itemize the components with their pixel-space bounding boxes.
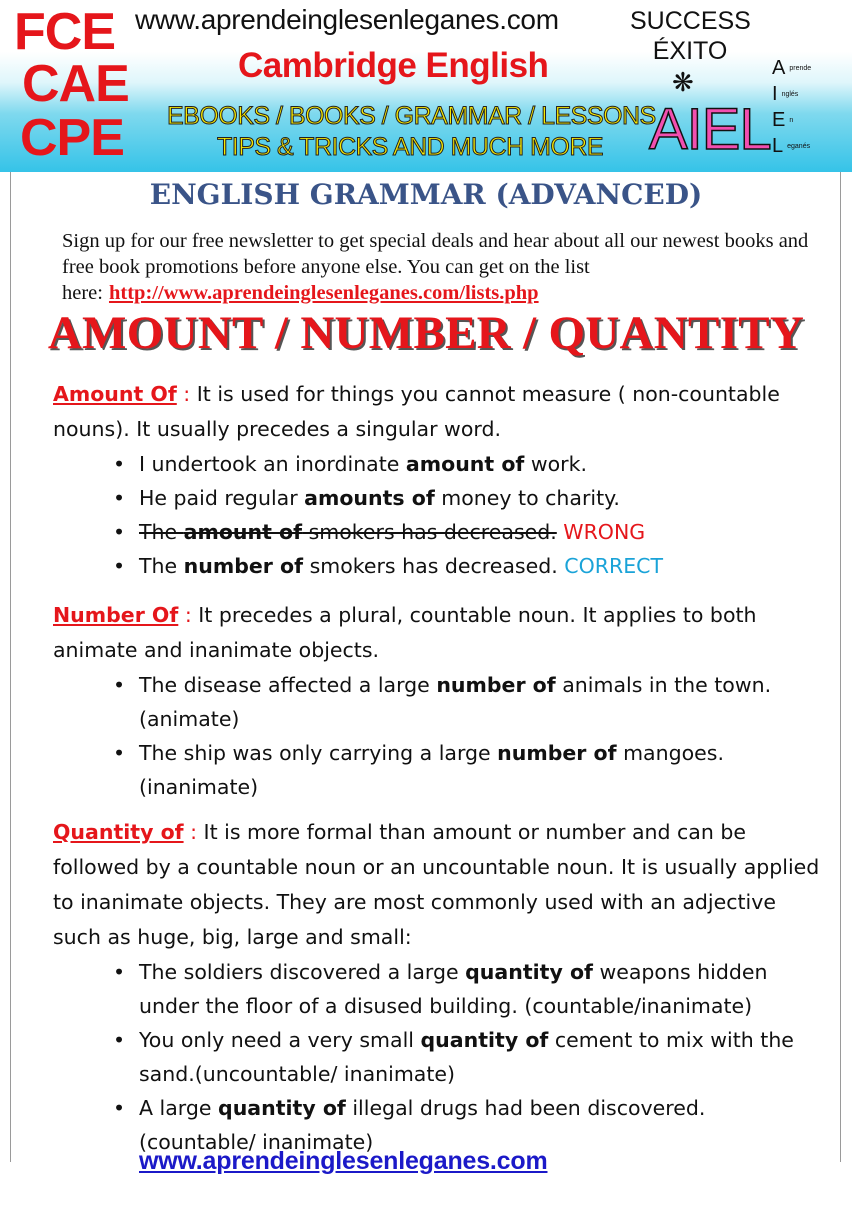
success-exito-label [630,6,750,66]
number-definition [53,598,823,668]
header-banner [0,0,852,172]
snowflake-icon: ❋ [672,68,694,98]
exam-fce: FCE [14,3,115,61]
exito-text: ÉXITO [652,37,728,65]
amount-definition [53,377,823,447]
list-item: • The soldiers discovered a large quantity of weapons hidden under the floor of a disused building. (countable/inanimate) [53,955,823,1023]
acronym-a: Aprende [772,57,812,79]
wrong-label: WRONG [556,520,646,544]
quantity-definition [53,815,823,955]
list-item: • He paid regular amounts of money to charity. [53,481,823,515]
term-quantity-of: Quantity of [53,820,184,844]
header-tagline-1: EBOOKS / BOOKS / GRAMMAR / LESSONS [167,102,656,130]
aiel-logo: AIEL [649,97,771,162]
section-amount-of [53,377,823,583]
newsletter-link[interactable]: http://www.aprendeinglesenleganes.com/lists.php [108,282,539,304]
cambridge-english-label: Cambridge English [238,46,549,85]
section-number-of [53,598,823,804]
definition-text: It is more formal than amount or number and can be followed by a countable noun or an uncountable noun. It is usually applied to inanimate objects. They are most commonly used with an adjective such as huge, big, large and small: [53,820,820,949]
header-site-url[interactable]: www.aprendeinglesenleganes.com [135,4,559,35]
definition-text: It is used for things you cannot measure ( non-countable nouns). It usually precedes a singular word. [53,382,780,441]
struck-example: The amount of smokers has decreased. [139,520,557,544]
term-number-of: Number Of [53,603,179,627]
list-item: • The ship was only carrying a large number of mangoes. (inanimate) [53,736,823,804]
term-separator: : [176,382,197,406]
header-tagline-2: TIPS & TRICKS AND MUCH MORE [217,133,604,161]
term-amount-of: Amount Of [53,382,177,406]
newsletter-intro [62,228,822,306]
success-text: SUCCESS [630,7,751,35]
intro-text: Sign up for our free newsletter to get special deals and hear about all our newest books and free book promotions before anyone else. You can get on the list here: [62,230,809,304]
grammar-heading: ENGLISH GRAMMAR (ADVANCED) [149,178,703,211]
acronym-i: Inglés [772,83,799,105]
amount-examples [53,447,823,583]
section-quantity-of [53,815,823,1159]
term-separator: : [183,820,204,844]
footer-site-link[interactable]: www.aprendeinglesenleganes.com [139,1147,548,1175]
correct-label: CORRECT [557,554,664,578]
number-examples [53,668,823,804]
list-item: • The number of smokers has decreased. CORRECT [53,549,823,583]
exam-cae: CAE [22,55,129,113]
acronym-e: En [772,109,794,131]
exam-cpe: CPE [20,109,124,167]
acronym-l: Leganés [772,135,811,157]
quantity-examples [53,955,823,1159]
definition-text: It precedes a plural, countable noun. It applies to both animate and inanimate objects. [53,603,757,662]
page-title: AMOUNT / NUMBER / QUANTITY [47,307,805,359]
list-item: • A large quantity of illegal drugs had been discovered. (countable/ inanimate) [53,1091,823,1159]
list-item: • The disease affected a large number of animals in the town. (animate) [53,668,823,736]
list-item: • You only need a very small quantity of cement to mix with the sand.(uncountable/ inanimate) [53,1023,823,1091]
list-item [53,515,823,549]
term-separator: : [178,603,199,627]
list-item: • I undertook an inordinate amount of work. [53,447,823,481]
